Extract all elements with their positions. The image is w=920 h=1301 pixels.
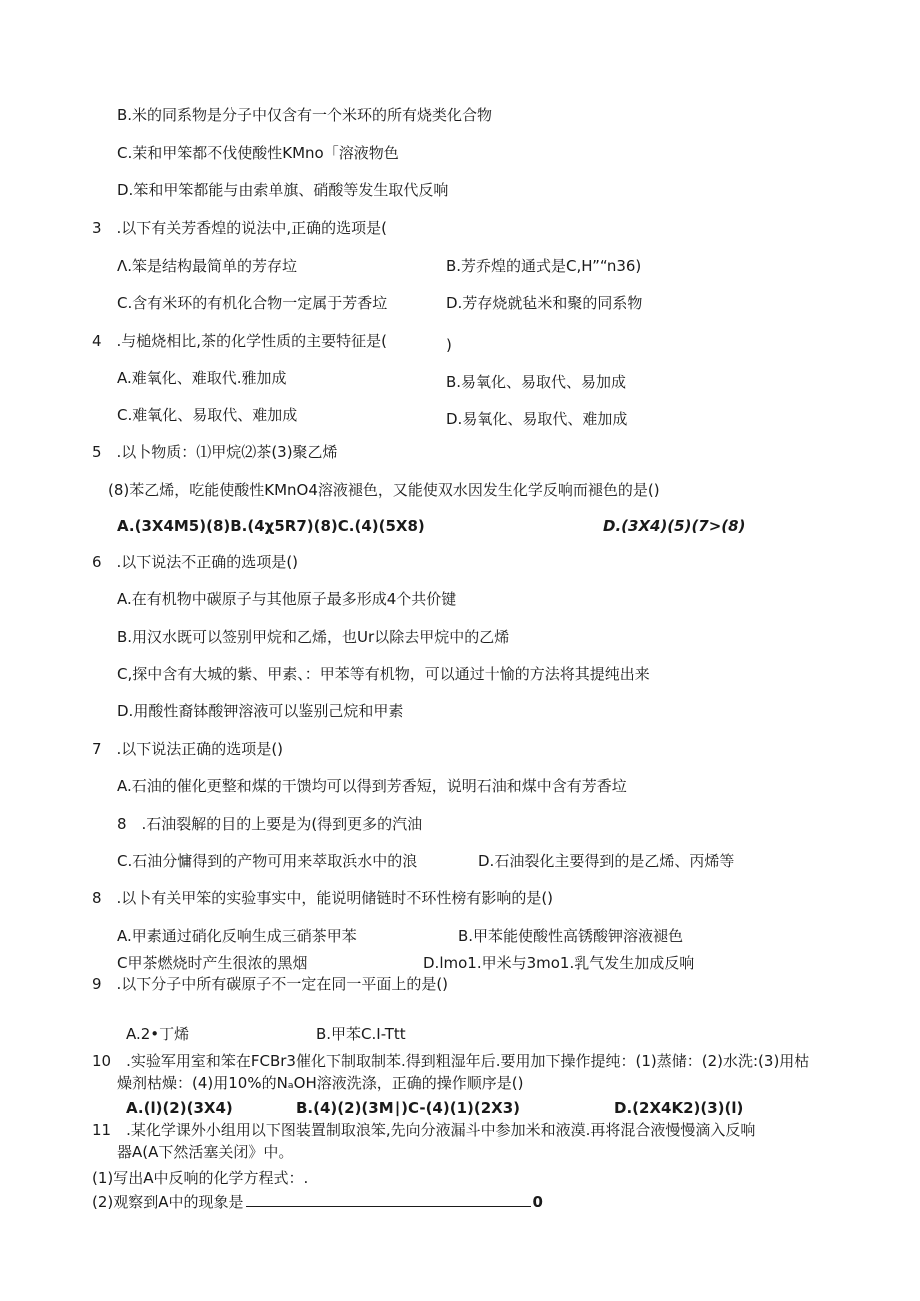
q6-option-d: D.用酸性裔钵酸钾溶液可以鉴别己烷和甲素	[117, 702, 404, 720]
q7-option-d: D.石油裂化主要得到的是乙烯、丙烯等	[478, 852, 735, 870]
q4-option-b: B.易氧化、易取代、易加成	[446, 373, 627, 391]
q11-part2	[92, 1192, 543, 1212]
q9-option-a: A.2•丁烯	[126, 1025, 190, 1043]
q2-option-b: B.米的同系物是分子中仅含有一个米环的所有烧类化合物	[117, 106, 493, 124]
q11-part2-label: (2)观察到A中的现象是	[92, 1193, 244, 1211]
q4-stem: 4 .与槌烧相比,茶的化学性质的主要特征是(	[92, 332, 387, 350]
q8-option-b: B.甲苯能使酸性高锈酸钾溶液褪色	[458, 927, 684, 945]
q6-option-c: C,探中含有大城的紫、甲素、：甲苯等有机物，可以通过十愉的方法将其提纯出来	[117, 665, 650, 683]
q8-stem: 8 .以卜有关甲笨的实验事实中，能说明储链时不环性榜有影响的是()	[92, 889, 554, 907]
q3-option-d: D.芳存烧就毡米和聚的同系物	[446, 294, 643, 312]
q9-options-bc: B.甲苯C.I-Ttt	[316, 1025, 406, 1043]
q3-option-c: C.含有米环的有机化合物一定属于芳香垃	[117, 294, 388, 312]
q4-option-a: A.难氧化、难取代.雅加成	[117, 369, 287, 387]
q11-part2-end: 0	[532, 1193, 543, 1211]
q7-option-b: 8 .石油裂解的目的上要是为(得到更多的汽油	[117, 815, 423, 833]
q5-option-d: D.(3X4)(5)(7>(8)	[603, 517, 746, 535]
q10-options-bc: B.(4)(2)(3M∣)C-(4)(1)(2X3)	[296, 1099, 521, 1117]
q6-stem: 6 .以下说法不正确的选项是()	[92, 553, 299, 571]
q11-stem: 11 .某化学课外小组用以下图装置制取浪笨,先向分液漏斗中参加米和液漠.再将混合液慢慢滴入反响	[92, 1121, 756, 1139]
q4-option-c: C.难氧化、易取代、难加成	[117, 406, 298, 424]
answer-blank	[246, 1192, 531, 1207]
q4-paren: )	[446, 336, 452, 354]
q5-options-abc: A.(3X4M5)(8)B.(4χ5R7)(8)C.(4)(5X8)	[117, 517, 425, 535]
q9-stem: 9 .以下分子中所有碳原子不一定在同一平面上的是()	[92, 975, 449, 993]
q10-stem-continued: 燥剂枯燥：(4)用10%的NₐOH溶液洗涤，正确的操作顺序是()	[117, 1074, 524, 1092]
q6-option-a: A.在有机物中碳原子与其他原子最多形成4个共价键	[117, 590, 457, 608]
q8-option-d: D.lmo1.甲米与3mo1.乳气发生加成反响	[423, 954, 695, 972]
q6-option-b: B.用汉水既可以签别甲烷和乙烯，也Ur以除去甲烷中的乙烯	[117, 628, 510, 646]
q4-option-d: D.易氧化、易取代、难加成	[446, 410, 628, 428]
q3-stem: 3 .以下有关芳香煌的说法中,正确的选项是(	[92, 219, 387, 237]
q11-part1: (1)写出A中反响的化学方程式：.	[92, 1169, 309, 1187]
q10-stem: 10 .实验军用室和笨在FCBr3催化下制取制苯.得到粗湿年后.要用加下操作提纯：(1)蒸储：(2)水洗:(3)用枯	[92, 1052, 810, 1070]
q10-option-d: D.(2X4K2)(3)(l)	[614, 1099, 744, 1117]
q3-option-a: Λ.笨是结构最简单的芳存垃	[117, 257, 298, 275]
q8-option-a: A.甲素通过硝化反响生成三硝茶甲苯	[117, 927, 357, 945]
q7-stem: 7 .以下说法正确的选项是()	[92, 740, 284, 758]
q7-option-c: C.石油分慵得到的产物可用来萃取浜水中的浪	[117, 852, 418, 870]
q5-stem-continued: (8)苯乙烯，吃能使酸性KMnO4溶液褪色，又能使双水因发生化学反响而褪色的是()	[108, 481, 660, 499]
q8-option-c: C甲茶燃烧时产生很浓的黑烟	[117, 954, 308, 972]
q10-option-a: A.(l)(2)(3X4)	[126, 1099, 233, 1117]
q2-option-c: C.茉和甲笨都不伐使酸性KMno「溶液物色	[117, 144, 399, 162]
q5-stem: 5 .以卜物质：⑴甲烷⑵茶(3)聚乙烯	[92, 443, 338, 461]
q7-option-a: A.石油的催化更整和煤的干馈均可以得到芳香短，说明石油和煤中含有芳香垃	[117, 777, 627, 795]
q11-stem-continued: 器A(A下然活塞关闭》中。	[117, 1143, 294, 1161]
q3-option-b: B.芳乔煌的通式是C,H”“n36)	[446, 257, 642, 275]
q2-option-d: D.笨和甲笨都能与由索单旗、硝酸等发生取代反响	[117, 181, 449, 199]
